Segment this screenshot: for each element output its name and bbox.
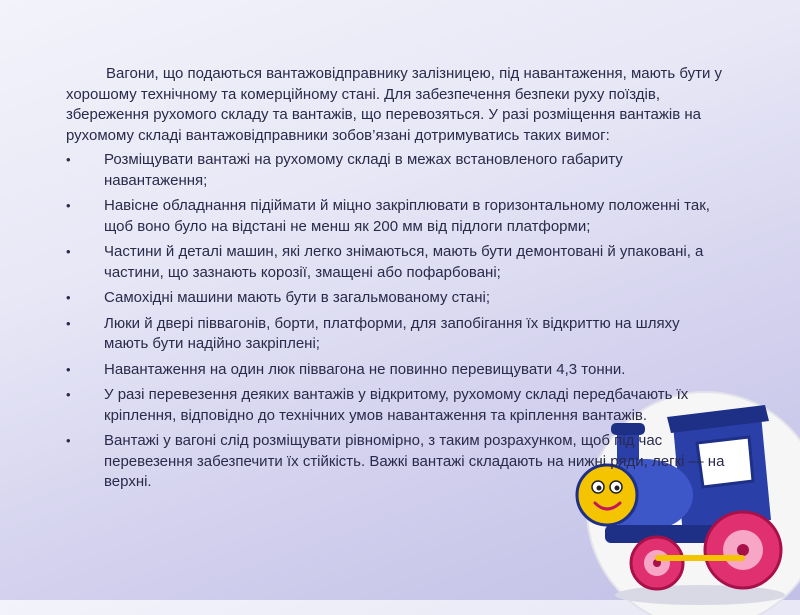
list-item-text: Люки й двері піввагонів, борти, платформи, для запобігання їх відкриттю на шляху мають бути надійно закріплені; xyxy=(104,314,680,352)
train-wheel-rear-hub xyxy=(737,544,749,556)
list-item xyxy=(66,314,726,355)
list-item xyxy=(66,196,726,237)
bullet-marker: • xyxy=(66,315,71,331)
list-item xyxy=(66,150,726,191)
bullet-marker: • xyxy=(66,152,71,167)
bullet-marker: • xyxy=(66,290,71,305)
list-item xyxy=(66,242,726,283)
requirements-list xyxy=(66,150,726,493)
list-item xyxy=(66,360,726,381)
list-item-text: Навісне обладнання підіймати й міцно закріплювати в горизонтальному положенні так, щоб воно було на відстані не менш як 200 мм від підлоги платформи; xyxy=(104,197,710,235)
train-shadow xyxy=(615,585,785,605)
bullet-marker: • xyxy=(66,361,71,377)
bullet-marker: • xyxy=(66,198,71,213)
slide-text xyxy=(66,64,726,498)
list-item-text: У разі перевезення деяких вантажів у відкритому, рухомому складі передбачають їх кріплення, відповідно до технічних умов навантаження та кріплення вантажів. xyxy=(104,386,689,424)
list-item-text: Навантаження на один люк піввагона не повинно перевищувати 4,3 тонни. xyxy=(104,360,626,378)
bullet-marker: • xyxy=(66,387,71,402)
list-item-text: Самохідні машини мають бути в загальмованому стані; xyxy=(104,289,491,306)
list-item-text: Частини й деталі машин, які легко знімаються, мають бути демонтовані й упаковані, а частини, що зазнають корозії, змащені або пофарбовані; xyxy=(104,243,704,281)
list-item xyxy=(66,385,726,426)
train-rod xyxy=(655,555,745,561)
bullet-marker: • xyxy=(66,433,71,448)
list-item-text: Вантажі у вагоні слід розміщувати рівномірно, з таким розрахунком, щоб під час перевезення забезпечити їх стійкість. Важкі вантажі складають на нижні ряди, легкі — на верхні. xyxy=(104,432,725,490)
list-item xyxy=(66,431,726,493)
list-item-text: Розміщувати вантажі на рухомому складі в межах встановленого габариту навантаження; xyxy=(104,151,623,189)
list-item xyxy=(66,288,726,309)
intro-paragraph: Вагони, що подаються вантажовідправнику залізницею, під навантаження, мають бути у хорошому технічному та комерційному стані. Для забезпечення безпеки руху поїздів, збереження рухомого складу та вантажів, що перевозяться. У разі розміщення вантажів на рухомому складі вантажовідправники зобов’язані дотримуватись таких вимог: xyxy=(66,65,723,144)
bullet-marker: • xyxy=(66,244,71,259)
